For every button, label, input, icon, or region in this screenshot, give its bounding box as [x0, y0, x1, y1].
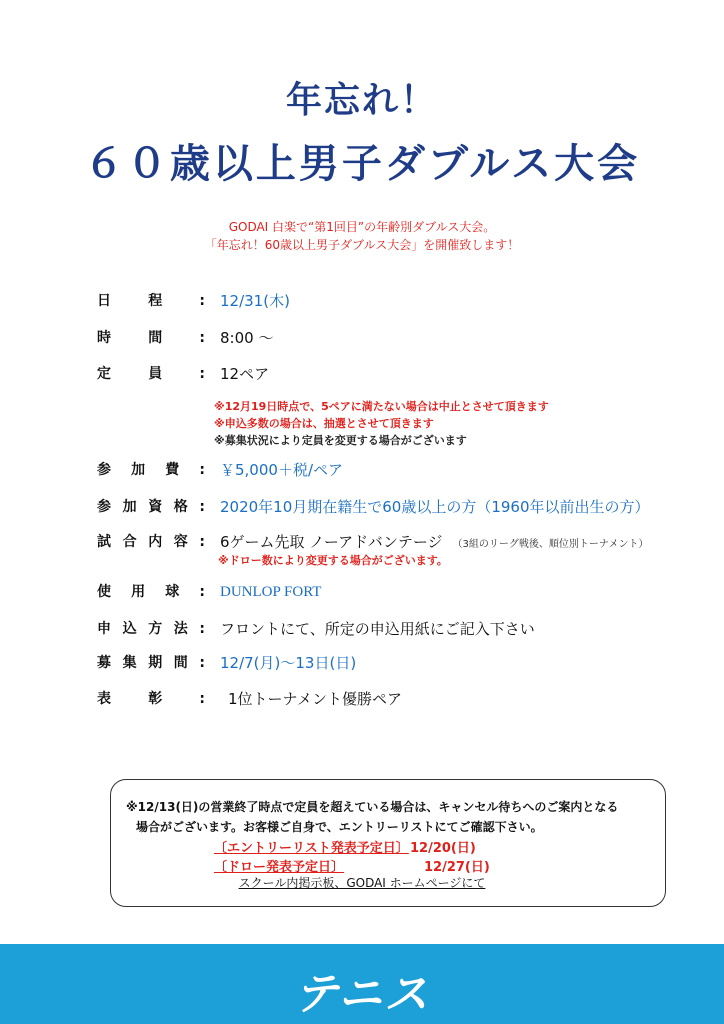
- entry-list-date: 12/20(日): [410, 841, 476, 856]
- detail-label-capacity: 定員:: [97, 366, 205, 382]
- detail-value-period: 12/7(月)～13日(日): [220, 654, 357, 672]
- footer-logo-text: テニス: [293, 969, 431, 1020]
- intro-line2: 「年忘れ！60歳以上男子ダブルス大会」を開催致します！: [204, 238, 520, 252]
- detail-value-award: 1位トーナメント優勝ペア: [228, 690, 402, 708]
- detail-value-fee: ￥5,000＋税/ペア: [220, 461, 343, 479]
- intro-text: [0, 218, 724, 254]
- detail-label-time: 時間:: [97, 330, 205, 346]
- page-title-line1: 年忘れ！: [285, 80, 438, 121]
- detail-label-period: 募集期間:: [97, 655, 205, 671]
- capacity-notes: [214, 398, 549, 449]
- detail-value-format: 6ゲーム先取 ノーアドバンテージ: [220, 533, 443, 551]
- notice-line2: 場合がございます。お客様ご自身で、エントリーリストにてご確認下さい。: [136, 820, 543, 834]
- detail-value-capacity: 12ペア: [220, 365, 270, 383]
- capacity-note: ※12月19日時点で、5ペアに満たない場合は中止とさせて頂きます: [214, 400, 549, 413]
- detail-value-apply: フロントにて、所定の申込用紙にご記入下さい: [220, 620, 535, 638]
- notice-line1: ※12/13(日)の営業終了時点で定員を超えている場合は、キャンセル待ちへのご案内となる: [126, 800, 619, 814]
- entry-list-label: 〔エントリーリスト発表予定日〕: [214, 841, 409, 856]
- format-note: （3組のリーグ戦後、順位別トーナメント）: [452, 539, 649, 550]
- detail-label-award: 表彰:: [97, 691, 205, 707]
- draw-date: 12/27(日): [424, 860, 490, 875]
- detail-label-format: 試合内容:: [97, 534, 205, 550]
- notice-footer-line: スクール内掲示板、GODAI ホームページにて: [238, 876, 486, 890]
- entry-list-date-row: [214, 837, 476, 856]
- detail-label-date: 日程:: [97, 293, 205, 309]
- capacity-note: ※申込多数の場合は、抽選とさせて頂きます: [214, 417, 434, 430]
- draw-label: 〔ドロー発表予定日〕: [214, 860, 345, 875]
- draw-date-row: [214, 856, 490, 875]
- detail-value-eligibility: 2020年10月期在籍生で60歳以上の方（1960年以前出生の方）: [220, 498, 650, 516]
- detail-label-eligibility: 参加資格:: [97, 499, 205, 515]
- detail-value-date: 12/31(木): [220, 292, 290, 310]
- format-sub-note: ※ドロー数により変更する場合がございます。: [218, 554, 448, 567]
- detail-value-time: 8:00 ～: [220, 329, 274, 347]
- detail-label-fee: 参加費:: [97, 462, 205, 478]
- detail-value-ball: DUNLOP FORT: [220, 584, 322, 600]
- page-title-line2: ６０歳以上男子ダブルス大会: [83, 141, 641, 187]
- detail-label-ball: 使用球:: [97, 584, 205, 600]
- detail-label-apply: 申込方法:: [97, 621, 205, 637]
- capacity-note: ※募集状況により定員を変更する場合がございます: [214, 434, 467, 447]
- intro-line1: GODAI 白楽で“第1回目”の年齢別ダブルス大会。: [228, 220, 496, 234]
